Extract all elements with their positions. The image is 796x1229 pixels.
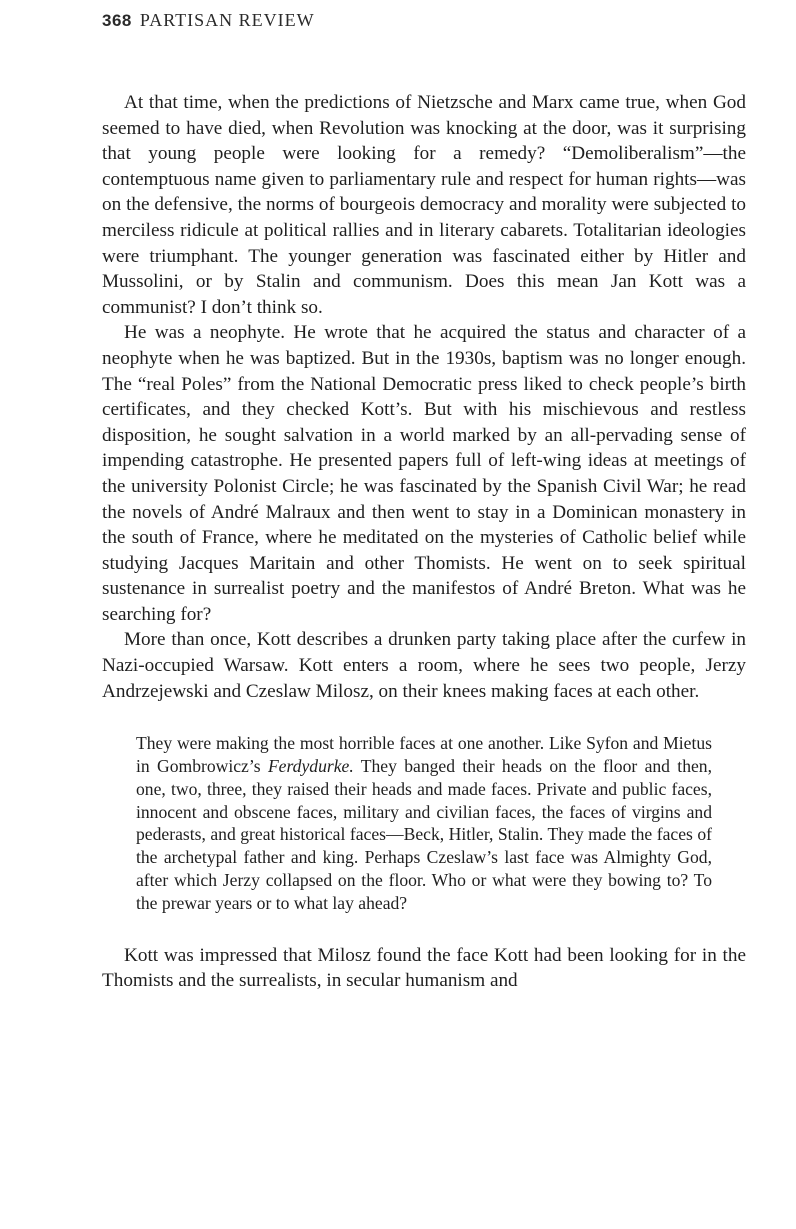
journal-title: PARTISAN REVIEW bbox=[139, 10, 315, 30]
block-quote bbox=[136, 732, 712, 914]
paragraph-3: More than once, Kott describes a drunken party taking place after the curfew in Nazi-occupied Warsaw. Kott enters a room, where he sees two people, Jerzy Andrzejewski and Czeslaw Milosz, on their knees making faces at each other. bbox=[102, 629, 746, 702]
quote-text-start: They were making the most horrible faces at one another. Like Syfon and Mietus in Gombrowicz’s bbox=[136, 733, 712, 777]
body-text bbox=[102, 90, 746, 994]
quote-text-end: They banged their heads on the floor and then, one, two, three, they raised their heads and made faces. Private and public faces, innocent and obscene faces, military and civilian faces, the faces of virgins and pederasts, and great historical faces—Beck, Hitler, Stalin. They made the faces of the archetypal father and king. Perhaps Czeslaw’s last face was Almighty God, after which Jerzy collapsed on the floor. Who or what were they bowing to? To the prewar years or to what lay ahead? bbox=[136, 756, 712, 913]
page-number: 368 bbox=[102, 11, 132, 30]
paragraph-2: He was a neophyte. He wrote that he acquired the status and character of a neophyte when he was baptized. But in the 1930s, baptism was no longer enough. The “real Poles” from the National Democratic press liked to check people’s birth certificates, and they checked Kott’s. But with his mischievous and restless disposition, he sought salvation in a world marked by an all-pervading sense of impending catastrophe. He presented papers full of left-wing ideas at meetings of the university Polonist Circle; he was fascinated by the Spanish Civil War; he read the novels of André Malraux and then went to stay in a Dominican monastery in the south of France, where he meditated on the mysteries of Catholic belief while studying Jacques Maritain and other Thomists. He went on to seek spiritual sustenance in surrealist poetry and the manifestos of André Breton. What was he searching for? bbox=[102, 322, 746, 625]
closing-paragraph: Kott was impressed that Milosz found the face Kott had been looking for in the Thomists and the surrealists, in secular humanism and bbox=[102, 944, 746, 992]
book-title-italic: Ferdydurke. bbox=[267, 756, 354, 777]
paragraph-1: At that time, when the predictions of Nietzsche and Marx came true, when God seemed to have died, when Revolution was knocking at the door, was it surprising that young people were looking for a remedy? “Demoliberalism”—the contemptuous name given to parliamentary rule and respect for human rights—was on the defensive, the norms of bourgeois democracy and morality were subjected to merciless ridicule at political rallies and in literary cabarets. Totalitarian ideologies were triumphant. The younger generation was fascinated either by Hitler and Mussolini, or by Stalin and communism. Does this mean Jan Kott was a communist? I don’t think so. bbox=[102, 92, 746, 318]
running-head bbox=[102, 10, 315, 31]
